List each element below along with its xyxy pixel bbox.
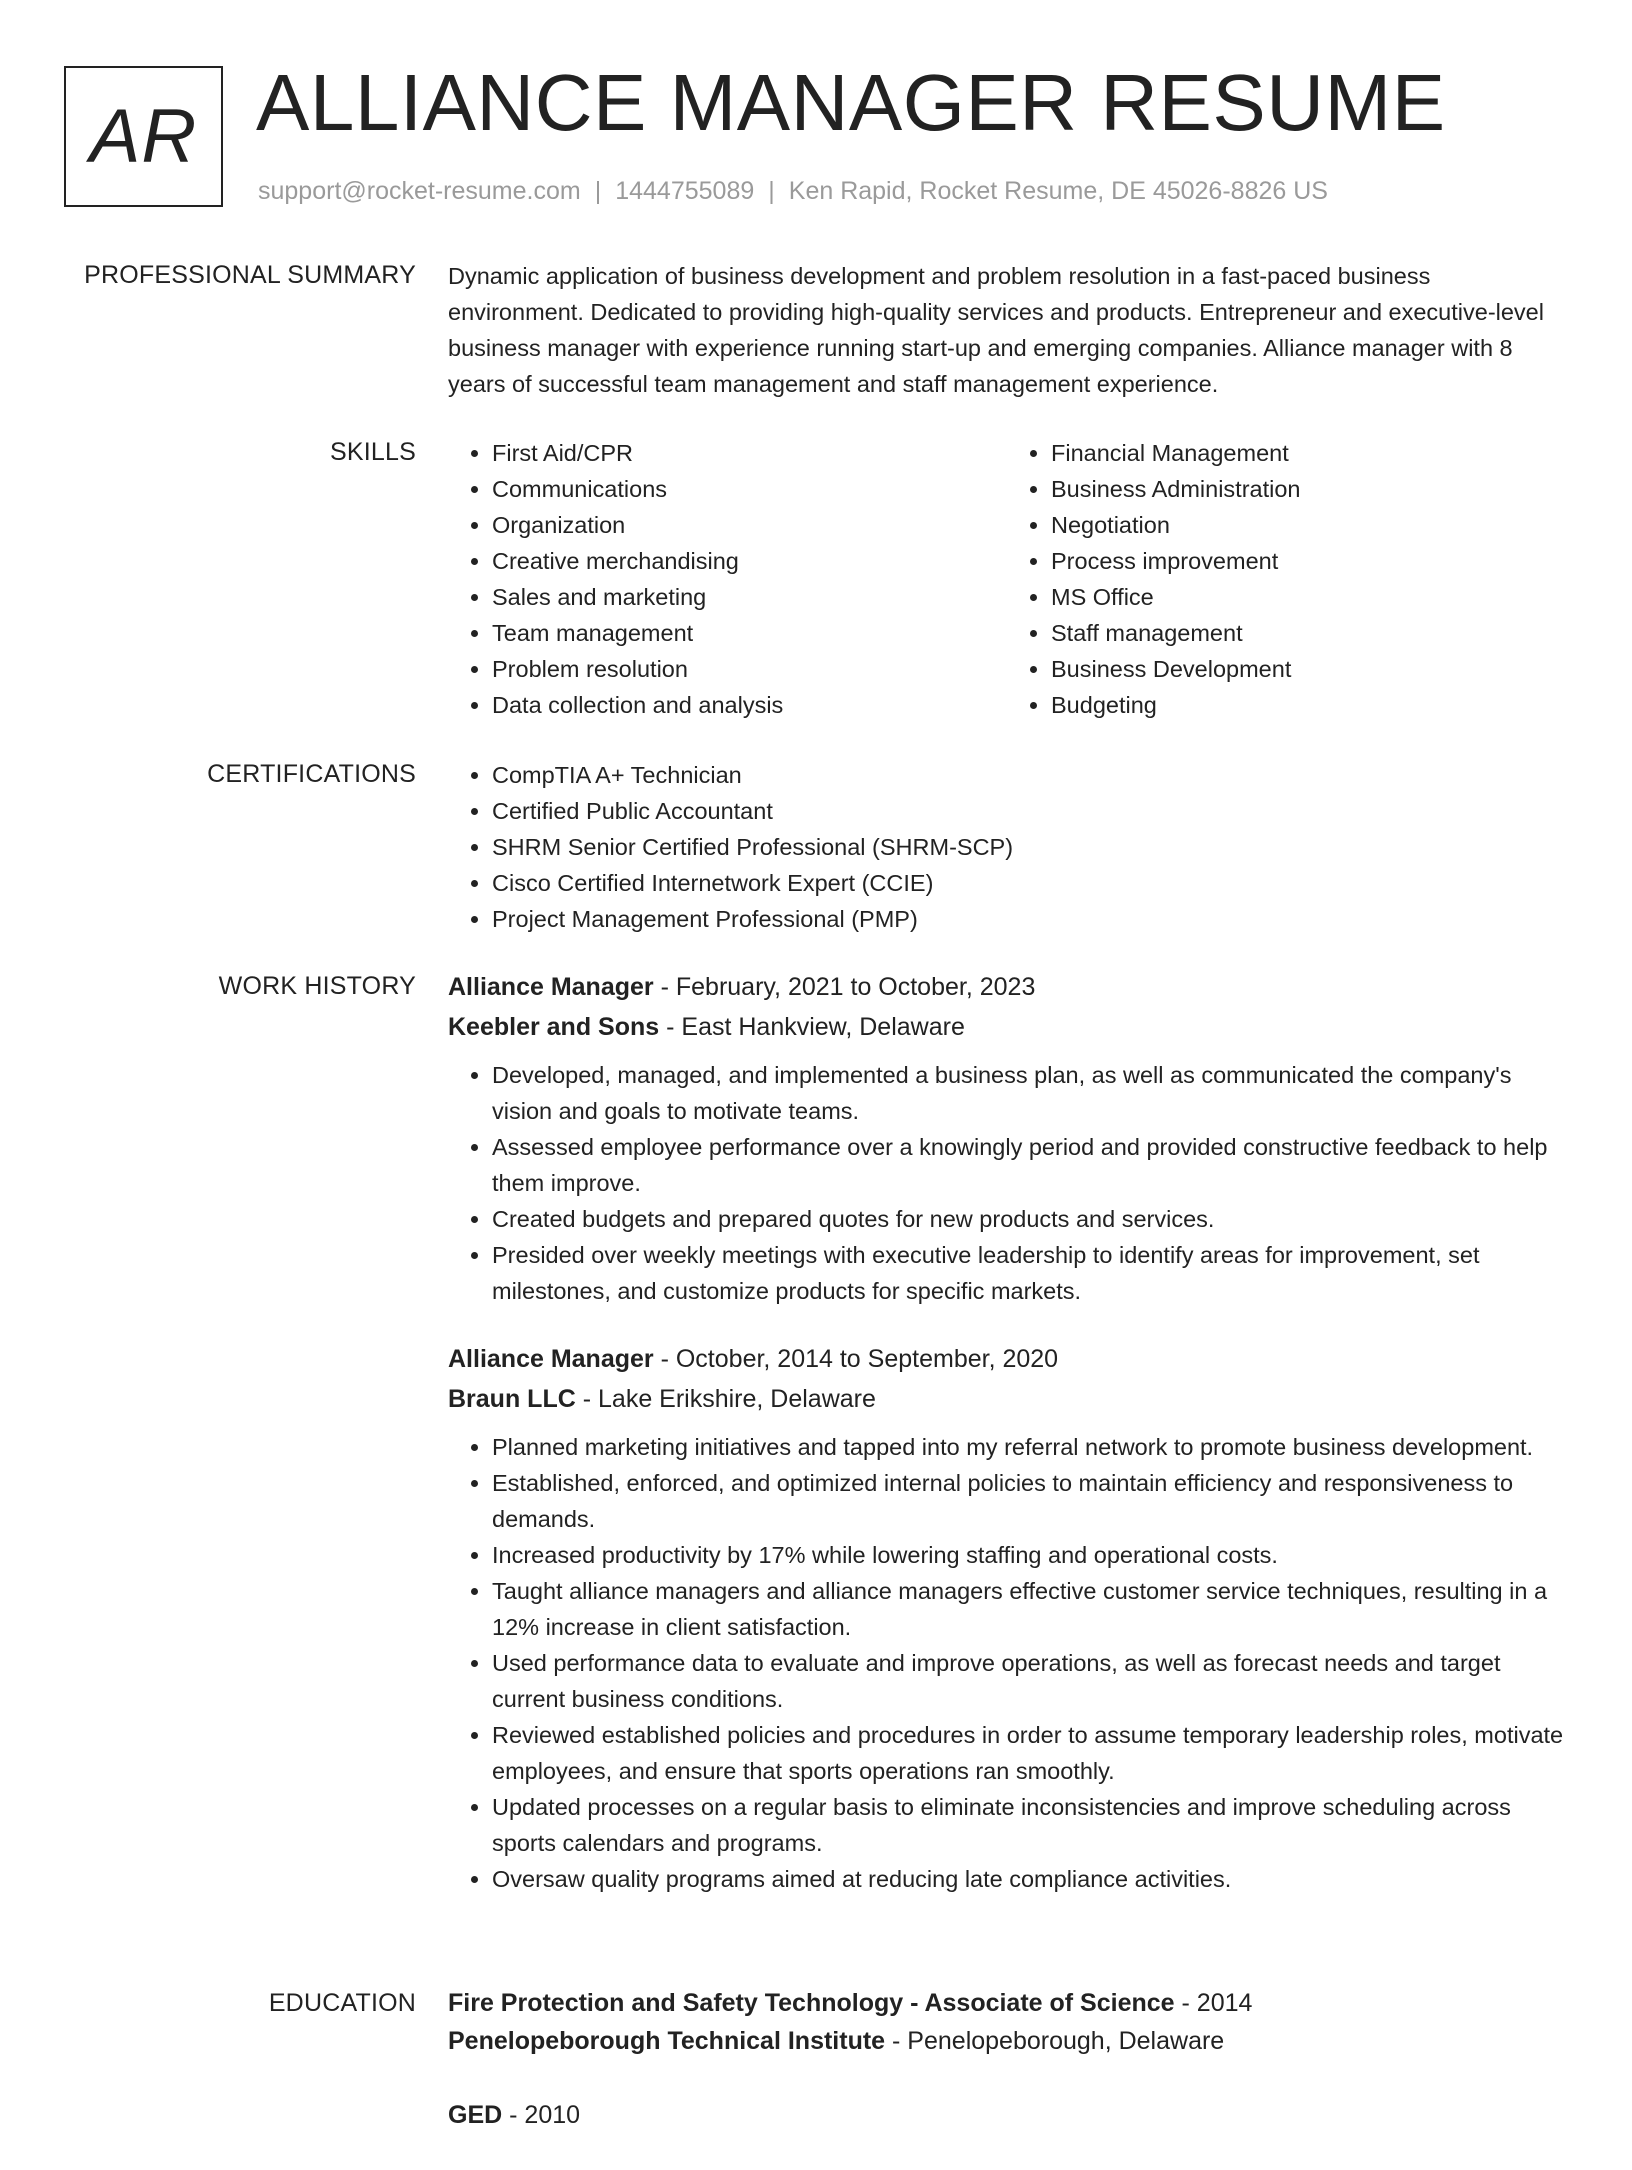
certifications-list xyxy=(448,757,1566,937)
education-school: Penelopeborough Technical Institute xyxy=(448,2027,886,2055)
work-history-body xyxy=(448,967,1566,1927)
job-bullet: • Assessed employee performance over a knowingly period and provided constructive feedback to help them improve. xyxy=(492,1129,1566,1201)
skill-item: • Sales and marketing xyxy=(492,579,1007,615)
skill-item: • First Aid/CPR xyxy=(492,435,1007,471)
job-company-line xyxy=(448,1007,1566,1047)
contact-separator: | xyxy=(594,177,602,205)
education-body xyxy=(448,1984,1566,2170)
contact-separator: | xyxy=(768,177,775,205)
education-school-line xyxy=(448,2022,1566,2060)
contact-email: support@rocket-resume.com xyxy=(258,177,581,205)
job-bullet: • Developed, managed, and implemented a business plan, as well as communicated the company's vision and goals to motivate teams. xyxy=(492,1057,1566,1129)
education-entry xyxy=(448,1984,1566,2060)
skill-item: • Problem resolution xyxy=(492,651,1007,687)
job-company: Braun LLC xyxy=(448,1385,576,1413)
education-entry xyxy=(448,2096,1566,2134)
certification-item: • Cisco Certified Internetwork Expert (CCIE) xyxy=(492,865,1566,901)
job-bullet: • Presided over weekly meetings with executive leadership to identify areas for improvement, set milestones, and customize products for specific markets. xyxy=(492,1237,1566,1309)
certifications-label: CERTIFICATIONS xyxy=(207,760,416,788)
skill-item: • Business Development xyxy=(1051,651,1566,687)
certification-item: • CompTIA A+ Technician xyxy=(492,757,1566,793)
certifications-body xyxy=(448,757,1566,937)
education-year: - 2010 xyxy=(509,2101,581,2129)
job-bullet: • Increased productivity by 17% while lowering staffing and operational costs. xyxy=(492,1537,1566,1573)
skill-item: • Team management xyxy=(492,615,1007,651)
monogram-box xyxy=(64,66,223,207)
skill-item: • Data collection and analysis xyxy=(492,687,1007,723)
education-degree-line xyxy=(448,1984,1566,2022)
job-bullet: • Taught alliance managers and alliance managers effective customer service techniques, resulting in a 12% increase in client satisfaction. xyxy=(492,1573,1566,1645)
job-bullet: • Established, enforced, and optimized internal policies to maintain efficiency and responsiveness to demands. xyxy=(492,1465,1566,1537)
skill-item: • Creative merchandising xyxy=(492,543,1007,579)
skill-item: • Communications xyxy=(492,471,1007,507)
job-location: - Lake Erikshire, Delaware xyxy=(582,1385,876,1413)
education-label: EDUCATION xyxy=(268,1989,416,2017)
job-bullet: • Used performance data to evaluate and improve operations, as well as forecast needs and target current business conditions. xyxy=(492,1645,1566,1717)
summary-body xyxy=(448,258,1566,402)
job-bullet: • Reviewed established policies and procedures in order to assume temporary leadership roles, motivate employees, and ensure that sports operations ran smoothly. xyxy=(492,1717,1566,1789)
certification-item: • SHRM Senior Certified Professional (SHRM-SCP) xyxy=(492,829,1566,865)
education-degree: Fire Protection and Safety Technology - Associate of Science xyxy=(448,1989,1175,2017)
skill-item: • Budgeting xyxy=(1051,687,1566,723)
contact-address: Ken Rapid, Rocket Resume, DE 45026-8826 US xyxy=(788,177,1328,205)
job-title-line xyxy=(448,1339,1566,1379)
job-bullet: • Oversaw quality programs aimed at reducing late compliance activities. xyxy=(492,1861,1566,1897)
education-degree-line xyxy=(448,2096,1566,2134)
certification-item: • Project Management Professional (PMP) xyxy=(492,901,1566,937)
job-company: Keebler and Sons xyxy=(448,1013,660,1041)
job-dates: - February, 2021 to October, 2023 xyxy=(660,973,1036,1001)
skill-item: • Process improvement xyxy=(1051,543,1566,579)
certification-item: • Certified Public Accountant xyxy=(492,793,1566,829)
job-dates: - October, 2014 to September, 2020 xyxy=(660,1345,1059,1373)
job-bullet: • Created budgets and prepared quotes for new products and services. xyxy=(492,1201,1566,1237)
job-bullets xyxy=(448,1057,1566,1309)
skill-item: • Negotiation xyxy=(1051,507,1566,543)
skill-item: • Business Administration xyxy=(1051,471,1566,507)
work-history-label: WORK HISTORY xyxy=(218,972,416,1000)
contact-line xyxy=(258,174,1328,208)
contact-phone: 1444755089 xyxy=(615,177,755,205)
job-company-line xyxy=(448,1379,1566,1419)
skills-label: SKILLS xyxy=(330,438,416,466)
job-bullet: • Planned marketing initiatives and tapped into my referral network to promote business development. xyxy=(492,1429,1566,1465)
job-bullets xyxy=(448,1429,1566,1897)
job-entry xyxy=(448,967,1566,1309)
job-entry xyxy=(448,1339,1566,1897)
skills-body xyxy=(448,435,1566,723)
resume-title: ALLIANCE MANAGER RESUME xyxy=(256,58,1446,147)
education-location: - Penelopeborough, Delaware xyxy=(892,2027,1225,2055)
skills-list-left xyxy=(448,435,1007,723)
summary-text: Dynamic application of business development and problem resolution in a fast-paced business environment. Dedicated to providing high-quality services and products. Entrepreneur and executive-level business manager with experience running start-up and emerging companies. Alliance manager with 8 years of successful team management and staff management experience. xyxy=(448,263,1544,397)
monogram-initials: AR xyxy=(89,94,198,179)
skill-item: • Financial Management xyxy=(1051,435,1566,471)
skill-item: • Staff management xyxy=(1051,615,1566,651)
skills-list-right xyxy=(1007,435,1566,723)
job-title: Alliance Manager xyxy=(448,1345,654,1373)
job-bullet: • Updated processes on a regular basis to eliminate inconsistencies and improve scheduling across sports calendars and programs. xyxy=(492,1789,1566,1861)
education-degree: GED xyxy=(448,2101,503,2129)
summary-label: PROFESSIONAL SUMMARY xyxy=(84,261,416,289)
education-year: - 2014 xyxy=(1181,1989,1253,2017)
job-title: Alliance Manager xyxy=(448,973,654,1001)
skill-item: • MS Office xyxy=(1051,579,1566,615)
skill-item: • Organization xyxy=(492,507,1007,543)
job-title-line xyxy=(448,967,1566,1007)
job-location: - East Hankview, Delaware xyxy=(666,1013,965,1041)
